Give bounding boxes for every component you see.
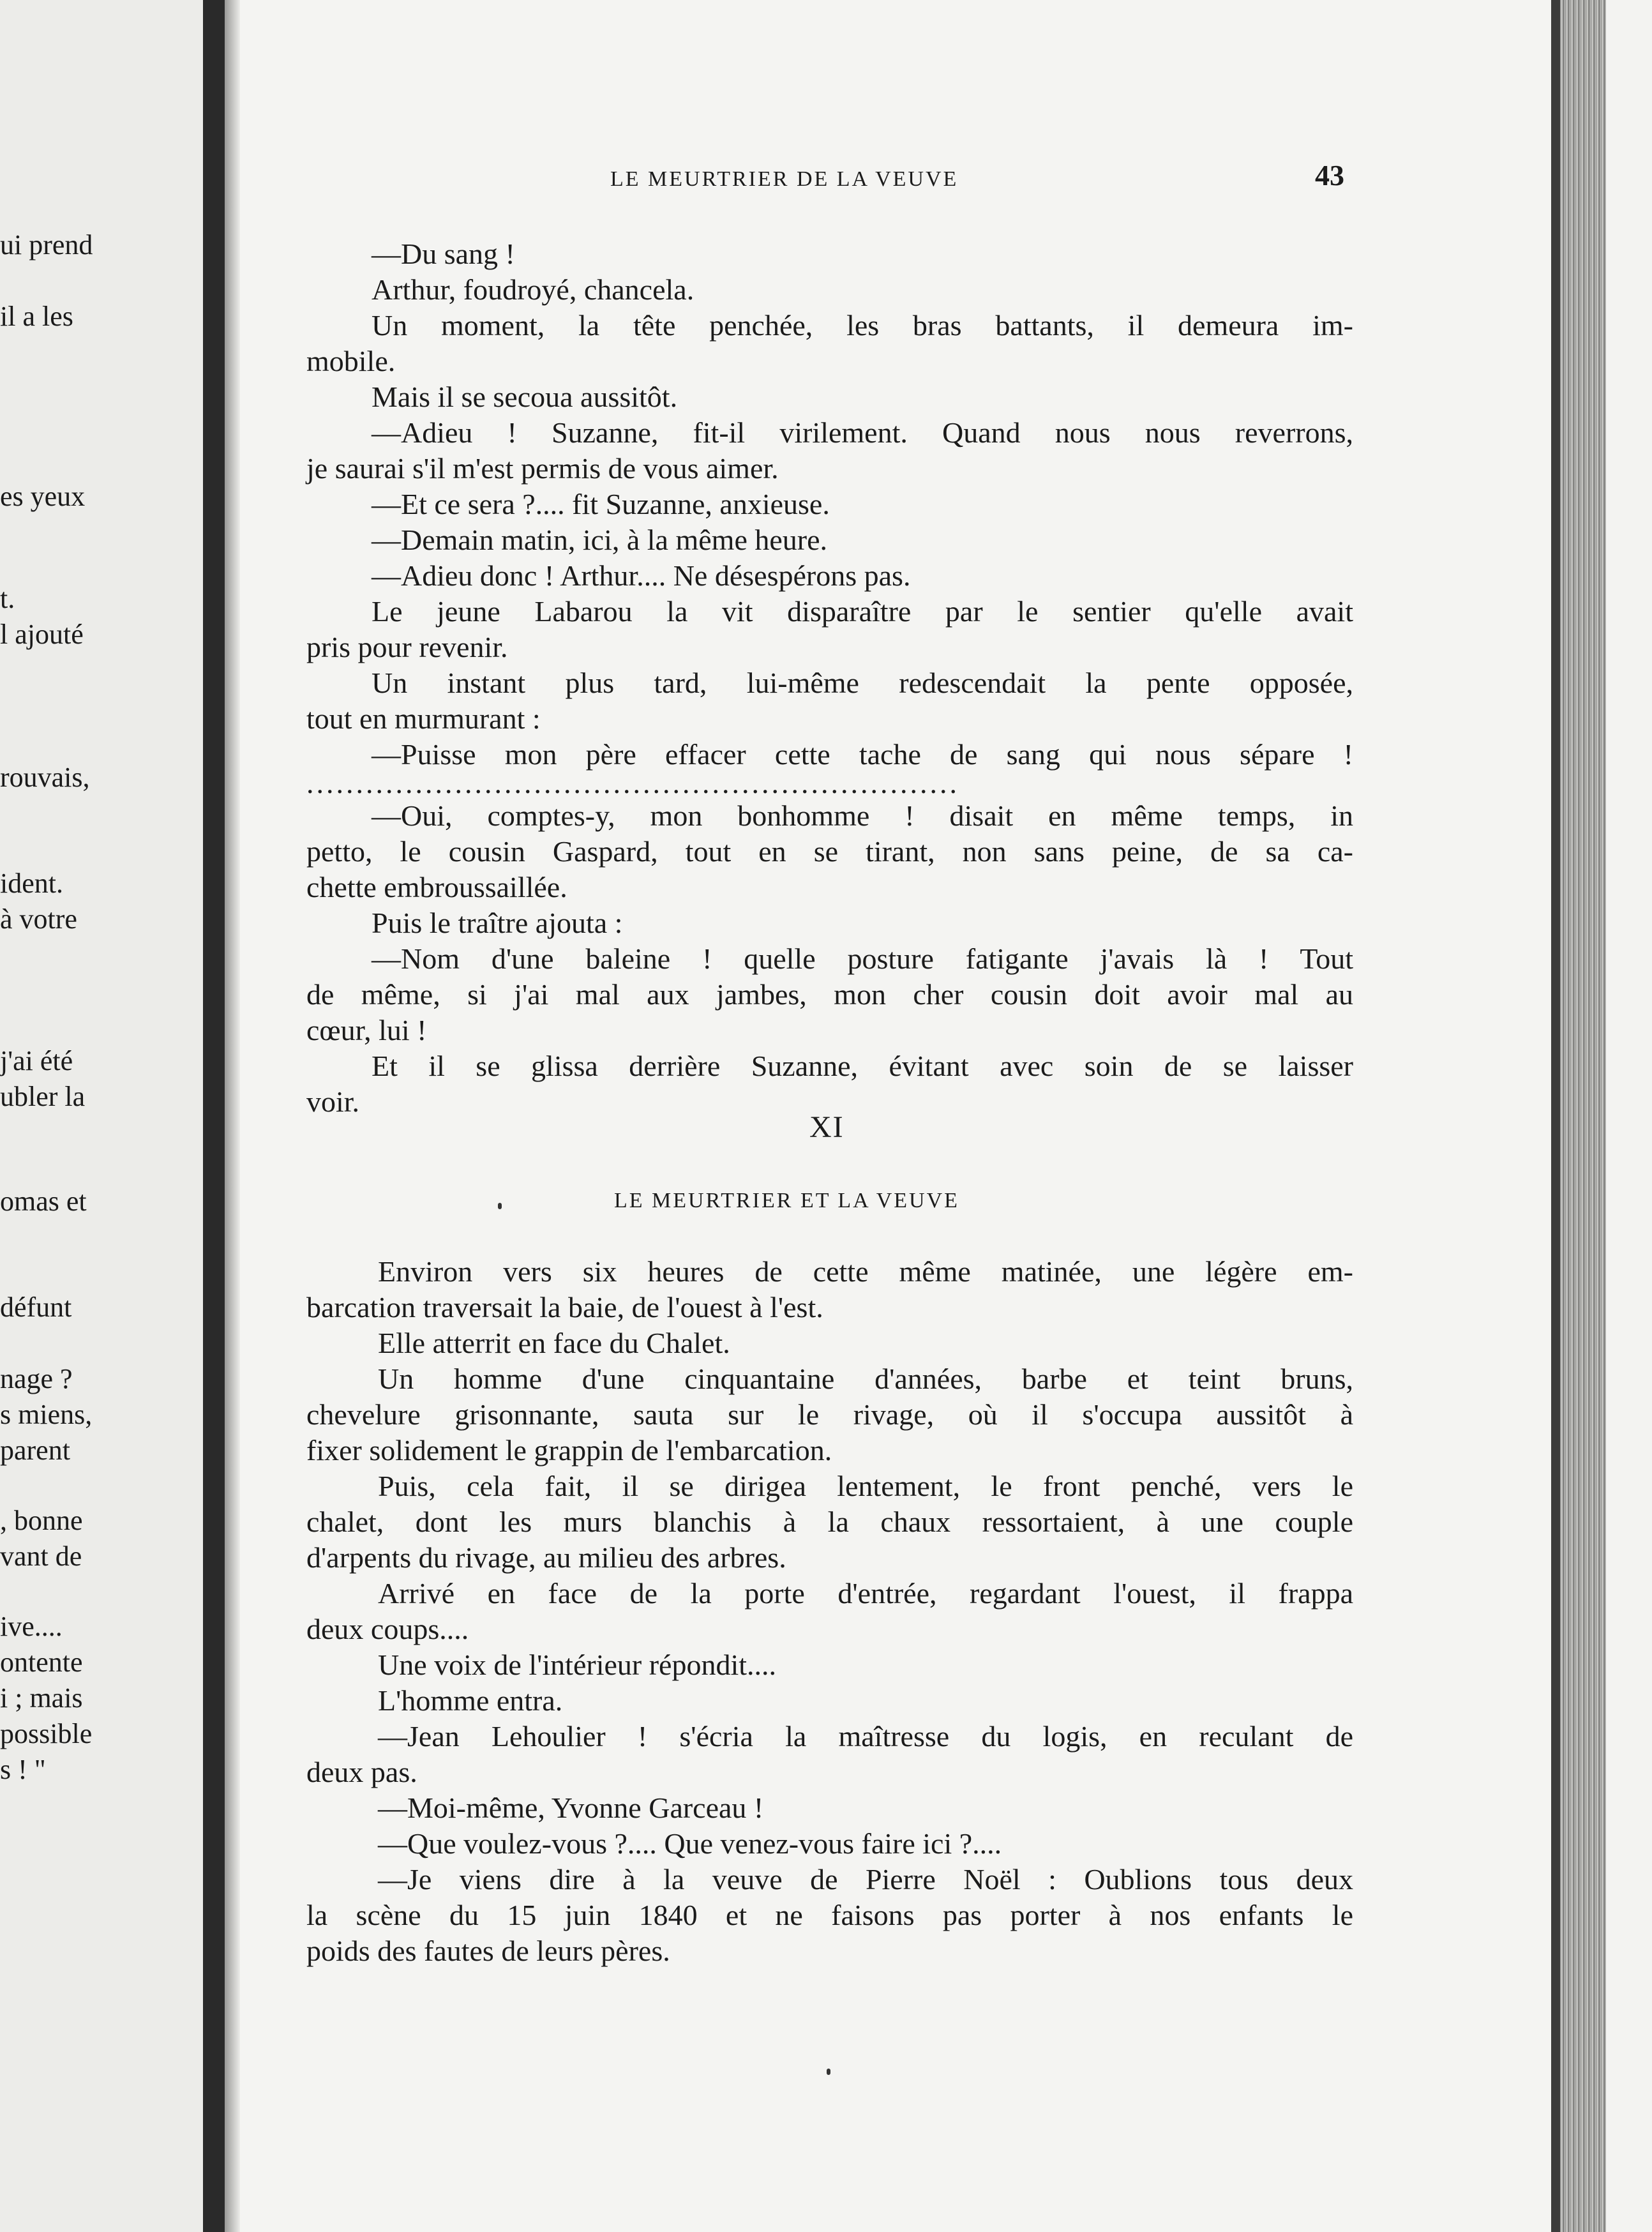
left-page-line: rouvais,: [0, 762, 90, 793]
text-line: Mais il se secoua aussitôt.: [372, 381, 678, 413]
left-page-line: i ; mais: [0, 1682, 83, 1714]
text-line: Elle atterrit en face du Chalet.: [378, 1327, 730, 1359]
text-line: la scène du 15 juin 1840 et ne faisons pas porter à nos enfants le: [306, 1899, 1353, 1931]
left-page-line: t.: [0, 583, 15, 614]
text-line: deux pas.: [306, 1756, 417, 1788]
left-page-fragment: [0, 0, 203, 2232]
text-line: cœur, lui !: [306, 1014, 427, 1046]
text-line: tout en murmurant :: [306, 702, 541, 735]
left-page-line: ubler la: [0, 1081, 86, 1112]
text-line: chalet, dont les murs blanchis à la chaux ressortaient, à une couple: [306, 1505, 1353, 1538]
text-line: —Demain matin, ici, à la même heure.: [372, 524, 828, 556]
text-line: Et il se glissa derrière Suzanne, évitant avec soin de se laisser: [372, 1050, 1353, 1082]
left-page-line: ive....: [0, 1611, 63, 1642]
text-line: chevelure grisonnante, sauta sur le rivage, où il s'occupa aussitôt à: [306, 1398, 1353, 1431]
text-line: —Et ce sera ?.... fit Suzanne, anxieuse.: [372, 488, 830, 520]
text-line: Le jeune Labarou la vit disparaître par le sentier qu'elle avait: [372, 595, 1353, 628]
left-page-line: vant de: [0, 1541, 82, 1572]
running-head: LE MEURTRIER DE LA VEUVE: [610, 167, 959, 191]
chapter-title: LE MEURTRIER ET LA VEUVE: [614, 1189, 959, 1212]
text-line: —Oui, comptes-y, mon bonhomme ! disait en même temps, in: [372, 799, 1353, 832]
text-line: petto, le cousin Gaspard, tout en se tirant, non sans peine, de sa ca-: [306, 835, 1353, 868]
text-line: —Moi-même, Yvonne Garceau !: [378, 1791, 764, 1824]
text-line: Arthur, foudroyé, chancela.: [372, 273, 695, 306]
ink-speck: [827, 2069, 830, 2075]
text-line: deux coups....: [306, 1613, 469, 1645]
text-line: —Jean Lehoulier ! s'écria la maîtresse du logis, en reculant de: [378, 1720, 1353, 1753]
text-line: Arrivé en face de la porte d'entrée, regardant l'ouest, il frappa: [378, 1577, 1353, 1610]
page-stack-edge: [1560, 0, 1606, 2232]
text-line: —Je viens dire à la veuve de Pierre Noël : Oublions tous deux: [378, 1863, 1353, 1896]
page-number: 43: [1315, 159, 1344, 192]
binding-shadow: [225, 0, 240, 2232]
left-page-line: es yeux: [0, 481, 86, 512]
text-line: pris pour revenir.: [306, 631, 508, 663]
left-page-line: ontente: [0, 1647, 83, 1678]
text-line: de même, si j'ai mal aux jambes, mon cher cousin doit avoir mal au: [306, 978, 1353, 1011]
text-line: —Du sang !: [372, 238, 515, 270]
chapter-number: XI: [809, 1110, 845, 1144]
text-line: chette embroussaillée.: [306, 871, 567, 903]
left-page-line: , bonne: [0, 1505, 83, 1536]
ellipsis-separator: ..................................................................: [306, 767, 959, 799]
text-line: Un instant plus tard, lui-même redescendait la pente opposée,: [372, 667, 1353, 699]
text-line: Une voix de l'intérieur répondit....: [378, 1648, 777, 1681]
text-line: mobile.: [306, 345, 396, 377]
text-line: —Que voulez-vous ?.... Que venez-vous faire ici ?....: [378, 1827, 1002, 1860]
left-page-line: omas et: [0, 1186, 87, 1217]
text-line: Puis le traître ajouta :: [372, 907, 623, 939]
text-line: Environ vers six heures de cette même matinée, une légère em-: [378, 1255, 1353, 1288]
left-page-line: il a les: [0, 301, 73, 332]
text-line: voir.: [306, 1085, 360, 1118]
text-line: barcation traversait la baie, de l'ouest à l'est.: [306, 1291, 823, 1323]
left-page-line: ui prend: [0, 229, 93, 260]
text-line: —Adieu donc ! Arthur.... Ne désespérons pas.: [372, 559, 911, 592]
book-binding: [203, 0, 225, 2232]
text-line: Un homme d'une cinquantaine d'années, barbe et teint bruns,: [378, 1362, 1353, 1395]
text-line: Puis, cela fait, il se dirigea lentement, le front penché, vers le: [378, 1470, 1353, 1502]
text-line: —Nom d'une baleine ! quelle posture fatigante j'avais là ! Tout: [372, 942, 1353, 975]
left-page-line: parent: [0, 1435, 70, 1466]
left-page-line: l ajouté: [0, 619, 84, 650]
text-line: —Puisse mon père effacer cette tache de sang qui nous sépare !: [372, 738, 1353, 771]
text-line: L'homme entra.: [378, 1684, 563, 1717]
text-line: je saurai s'il m'est permis de vous aimer.: [306, 452, 779, 485]
left-page-line: j'ai été: [0, 1045, 73, 1076]
left-page-line: s ! ": [0, 1754, 46, 1785]
text-line: Un moment, la tête penchée, les bras battants, il demeura im-: [372, 309, 1353, 342]
left-page-line: s miens,: [0, 1399, 93, 1430]
left-page-line: ident.: [0, 868, 63, 899]
left-page-line: à votre: [0, 903, 77, 935]
left-page-line: possible: [0, 1718, 93, 1749]
ink-speck: [498, 1203, 502, 1209]
text-line: d'arpents du rivage, au milieu des arbres.: [306, 1541, 786, 1574]
left-page-line: défunt: [0, 1292, 72, 1323]
text-line: poids des fautes de leurs pères.: [306, 1934, 670, 1967]
left-page-line: nage ?: [0, 1363, 73, 1394]
page-edge-shadow: [1551, 0, 1560, 2232]
text-line: fixer solidement le grappin de l'embarcation.: [306, 1434, 832, 1467]
text-line: —Adieu ! Suzanne, fit-il virilement. Quand nous nous reverrons,: [372, 416, 1353, 449]
